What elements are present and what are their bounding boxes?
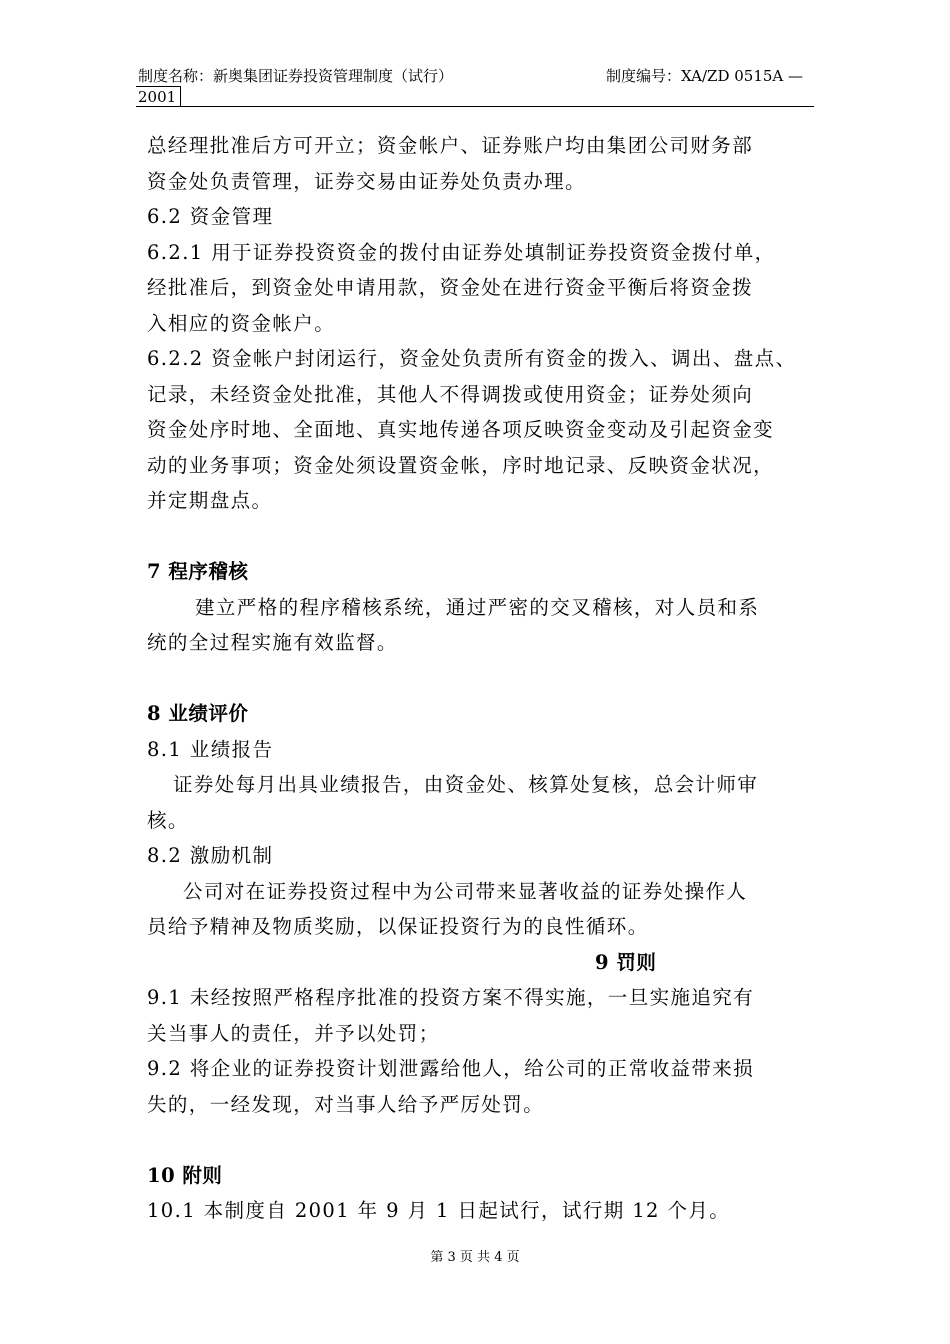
paragraph-line: 9.2 将企业的证券投资计划泄露给他人，给公司的正常收益带来损 xyxy=(147,1057,755,1080)
paragraph-line: 并定期盘点。 xyxy=(147,489,273,512)
paragraph-line: 失的，一经发现，对当事人给予严厉处罚。 xyxy=(147,1092,545,1116)
document-code-year: 2001 xyxy=(136,86,181,107)
paragraph-line: 核。 xyxy=(147,808,189,832)
section-heading-7: 7 程序稽核 xyxy=(147,560,249,583)
paragraph-line: 总经理批准后方可开立；资金帐户、证券账户均由集团公司财务部 xyxy=(147,134,754,157)
paragraph-line: 9.1 未经按照严格程序批准的投资方案不得实施，一旦实施追究有 xyxy=(147,986,755,1009)
paragraph-line: 6.2.2 资金帐户封闭运行，资金处负责所有资金的拨入、调出、盘点、 xyxy=(147,347,797,370)
paragraph-line: 员给予精神及物质奖励，以保证投资行为的良性循环。 xyxy=(147,915,649,938)
subsection-title: 8.2 激励机制 xyxy=(147,844,274,867)
paragraph-line: 证券处每月出具业绩报告，由资金处、核算处复核，总会计师审 xyxy=(173,773,759,796)
paragraph-line: 动的业务事项；资金处须设置资金帐，序时地记录、反映资金状况， xyxy=(147,453,775,477)
paragraph-line: 经批准后，到资金处申请用款，资金处在进行资金平衡后将资金拨 xyxy=(147,276,754,299)
paragraph-line: 资金处序时地、全面地、真实地传递各项反映资金变动及引起资金变 xyxy=(147,418,775,441)
paragraph-line: 10.1 本制度自 2001 年 9 月 1 日起试行，试行期 12 个月。 xyxy=(147,1199,731,1222)
section-heading-8: 8 业绩评价 xyxy=(147,702,249,725)
paragraph-line: 资金处负责管理，证券交易由证券处负责办理。 xyxy=(147,169,586,193)
document-name: 制度名称：新奥集团证券投资管理制度（试行） xyxy=(138,67,454,85)
section-heading-9: 9 罚则 xyxy=(595,950,657,974)
page-number-footer: 第 3 页 共 4 页 xyxy=(430,1250,520,1265)
subsection-title: 8.1 业绩报告 xyxy=(147,737,274,761)
paragraph-line: 入相应的资金帐户。 xyxy=(147,311,336,335)
page-header xyxy=(136,66,814,107)
paragraph-line: 记录，未经资金处批准，其他人不得调拨或使用资金；证券处须向 xyxy=(147,382,754,406)
paragraph-line: 关当事人的责任，并予以处罚； xyxy=(147,1021,440,1045)
paragraph-line: 建立严格的程序稽核系统，通过严密的交叉稽核，对人员和系 xyxy=(195,595,760,619)
paragraph-line: 6.2.1 用于证券投资资金的拨付由证券处填制证券投资资金拨付单， xyxy=(147,240,776,264)
subsection-title: 6.2 资金管理 xyxy=(147,205,274,228)
paragraph-line: 统的全过程实施有效监督。 xyxy=(147,631,398,654)
document-body xyxy=(147,128,817,1229)
document-code: 制度编号：XA/ZD 0515A — xyxy=(606,67,804,85)
section-heading-10: 10 附则 xyxy=(147,1163,223,1187)
paragraph-line: 公司对在证券投资过程中为公司带来显著收益的证券处操作人 xyxy=(183,879,748,903)
